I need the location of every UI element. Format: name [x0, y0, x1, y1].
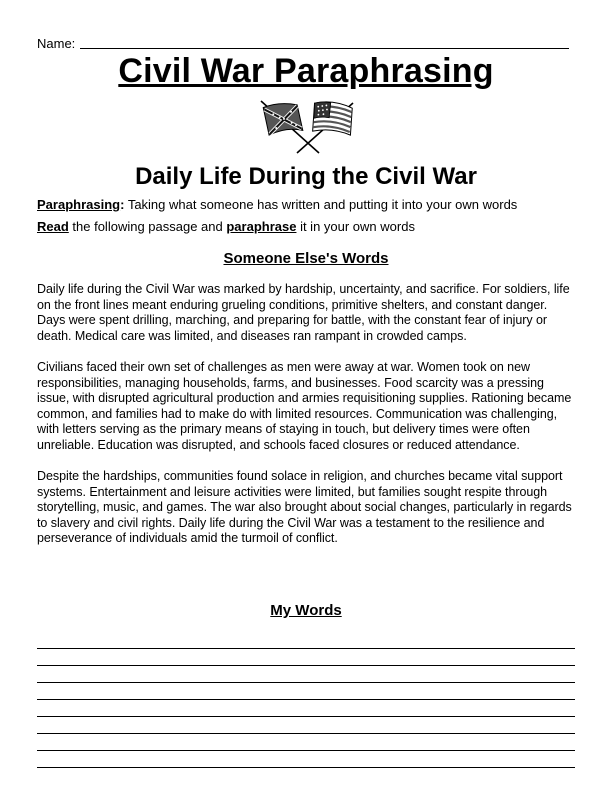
passage-paragraph: Daily life during the Civil War was marked by hardship, uncertainty, and sacrifice. For soldiers, life on the front lines meant enduring grueling conditions, primitive shelters, and constant danger. Days were spent drilling, marching, and preparing for battle, with the constant fear of injury or death. Medical care was limited, and diseases ran rampant in crowded camps.	[37, 282, 570, 343]
passage-paragraph: Despite the hardships, communities found solace in religion, and churches became vital support systems. Entertainment and leisure activities were limited, but families sought respite through storytelling, music, and games. The war also brought about social changes, particularly in regards to slavery and civil rights. Daily life during the Civil War was a testament to the resilience and perseverance of individuals amid the turmoil of conflict.	[37, 469, 572, 545]
paraphrasing-text: Taking what someone has written and putting it into your own words	[124, 197, 518, 212]
passage-paragraph: Civilians faced their own set of challenges as men were away at war. Women took on new responsibilities, managing households, farms, and businesses. Food scarcity was a pressing issue, with disrupted agricultural production and armies requisitioning supplies. Rationing became common, and families had to make do with limited resources. Communication was challenging, with letters serving as the primary means of staying in touch, but delivery times were often unreliable. Education was disrupted, and schools faced closures or reduced attendance.	[37, 360, 572, 452]
my-words-heading: My Words	[270, 602, 342, 619]
writing-line[interactable]	[37, 734, 575, 751]
worksheet-subtitle: Daily Life During the Civil War	[135, 163, 477, 190]
writing-area[interactable]	[37, 648, 575, 768]
paraphrasing-definition	[37, 197, 517, 212]
writing-line[interactable]	[37, 717, 575, 734]
paraphrasing-colon: :	[120, 197, 125, 212]
writing-line[interactable]	[37, 683, 575, 700]
name-label: Name:	[37, 36, 76, 51]
worksheet-title: Civil War Paraphrasing	[118, 52, 494, 90]
paraphrase-term: paraphrase	[226, 219, 297, 234]
crossed-flags-icon	[253, 97, 361, 155]
writing-line[interactable]	[37, 700, 575, 717]
read-term: Read	[37, 219, 69, 234]
paraphrasing-term: Paraphrasing	[37, 197, 121, 212]
passage	[37, 282, 577, 563]
name-input-line[interactable]	[80, 48, 569, 49]
writing-line[interactable]	[37, 666, 575, 683]
writing-line[interactable]	[37, 751, 575, 768]
read-text-1: the following passage and	[68, 219, 227, 234]
someone-elses-words-heading: Someone Else's Words	[223, 250, 389, 267]
writing-line[interactable]	[37, 649, 575, 666]
read-instruction	[37, 219, 415, 234]
read-text-2: it in your own words	[296, 219, 415, 234]
name-row	[37, 36, 569, 52]
